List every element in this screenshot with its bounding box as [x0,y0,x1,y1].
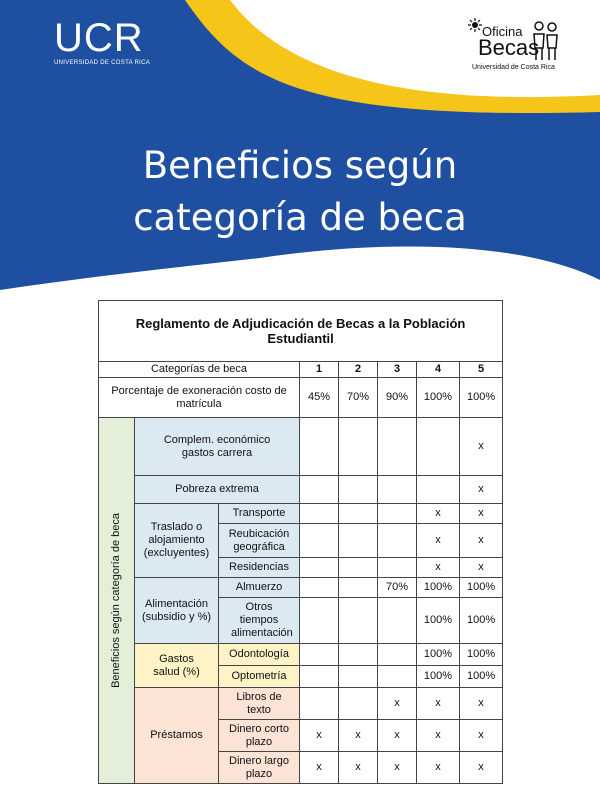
cell-value: x [460,524,503,558]
table-title-row [99,301,503,362]
categories-label: Categorías de beca [99,362,300,378]
cell-value [300,688,339,720]
category-header: 5 [460,362,503,378]
table-row [99,644,503,666]
cell-value [339,558,378,578]
cell-value: x [460,558,503,578]
slide-title [100,140,500,244]
cell-value: 100% [460,644,503,666]
cell-value [378,524,417,558]
transporte-label: Transporte [219,504,300,524]
residencias-label: Residencias [219,558,300,578]
cell-value: 100% [417,666,460,688]
cell-value: x [460,476,503,504]
cell-value: x [460,720,503,752]
cell-value [300,476,339,504]
cell-value: 100% [460,598,503,644]
table-row [99,418,503,476]
cell-value [339,644,378,666]
slide-title-line1: Beneficios según [142,144,458,187]
cell-value [339,418,378,476]
exoneration-value: 70% [339,378,378,418]
cell-value [300,418,339,476]
cell-value: x [417,504,460,524]
exoneration-value: 45% [300,378,339,418]
category-header: 3 [378,362,417,378]
cell-value: x [378,720,417,752]
cell-value [378,666,417,688]
exoneration-row [99,378,503,418]
cell-value: x [417,752,460,784]
cell-value [417,476,460,504]
odontologia-label: Odontología [219,644,300,666]
sun-icon [468,18,482,32]
traslado-group-label: Traslado o alojamiento (excluyentes) [135,504,219,578]
cell-value [300,644,339,666]
cell-value: x [300,752,339,784]
benefits-table [98,300,503,784]
cell-value: x [417,558,460,578]
cell-value [339,666,378,688]
dinero-largo-label: Dinero largo plazo [219,752,300,784]
cell-value [378,418,417,476]
cell-value: x [378,752,417,784]
cell-value: 100% [417,598,460,644]
exoneration-label: Porcentaje de exoneración costo de matrícula [99,378,300,418]
cell-value [378,644,417,666]
libros-label: Libros de texto [219,688,300,720]
oficina-logo-line3: Universidad de Costa Rica [472,64,555,71]
complemento-label: Complem. económico gastos carrera [135,418,300,476]
cell-value [339,476,378,504]
cell-value: 100% [417,644,460,666]
cell-value: 70% [378,578,417,598]
table-row [99,504,503,524]
cell-value [300,524,339,558]
table-title: Reglamento de Adjudicación de Becas a la Población Estudiantil [99,301,503,362]
cell-value [339,688,378,720]
category-header: 1 [300,362,339,378]
people-icon [530,20,560,62]
table-row [99,578,503,598]
otros-tiempos-label: Otros tiempos alimentación [219,598,300,644]
cell-value [300,666,339,688]
cell-value: 100% [417,578,460,598]
cell-value: x [339,720,378,752]
table-row [99,688,503,720]
cell-value: x [417,688,460,720]
pobreza-label: Pobreza extrema [135,476,300,504]
cell-value [300,598,339,644]
optometria-label: Optometría [219,666,300,688]
cell-value: 100% [460,666,503,688]
cell-value [378,558,417,578]
cell-value: 100% [460,578,503,598]
cell-value: x [460,688,503,720]
alimentacion-group-label: Alimentación (subsidio y %) [135,578,219,644]
side-label-cell [99,418,135,784]
dinero-corto-label: Dinero corto plazo [219,720,300,752]
exoneration-value: 90% [378,378,417,418]
exoneration-value: 100% [417,378,460,418]
exoneration-value: 100% [460,378,503,418]
cell-value: x [417,524,460,558]
cell-value [417,418,460,476]
cell-value: x [300,720,339,752]
cell-value [339,504,378,524]
oficina-logo-line1: Oficina [482,24,523,39]
cell-value [339,578,378,598]
cell-value: x [378,688,417,720]
cell-value [339,524,378,558]
ucr-logo-text: UCR [54,16,144,60]
prestamos-group-label: Préstamos [135,688,219,784]
cell-value: x [460,418,503,476]
slide-title-line2: categoría de beca [133,196,467,239]
side-label: Beneficios según categoría de beca [110,513,122,688]
cell-value: x [417,720,460,752]
almuerzo-label: Almuerzo [219,578,300,598]
oficina-logo-line2: Becas [478,35,540,60]
cell-value: x [460,504,503,524]
cell-value [300,578,339,598]
cell-value [378,504,417,524]
table-row [99,476,503,504]
cell-value: x [460,752,503,784]
cell-value [300,558,339,578]
ucr-logo-subtext: UNIVERSIDAD DE COSTA RICA [54,60,151,66]
salud-group-label: Gastos salud (%) [135,644,219,688]
cell-value [300,504,339,524]
cell-value [339,598,378,644]
cell-value [378,476,417,504]
cell-value: x [339,752,378,784]
categories-header-row [99,362,503,378]
cell-value [378,598,417,644]
category-header: 4 [417,362,460,378]
ucr-logo [54,18,150,66]
category-header: 2 [339,362,378,378]
reubicacion-label: Reubicación geográfica [219,524,300,558]
